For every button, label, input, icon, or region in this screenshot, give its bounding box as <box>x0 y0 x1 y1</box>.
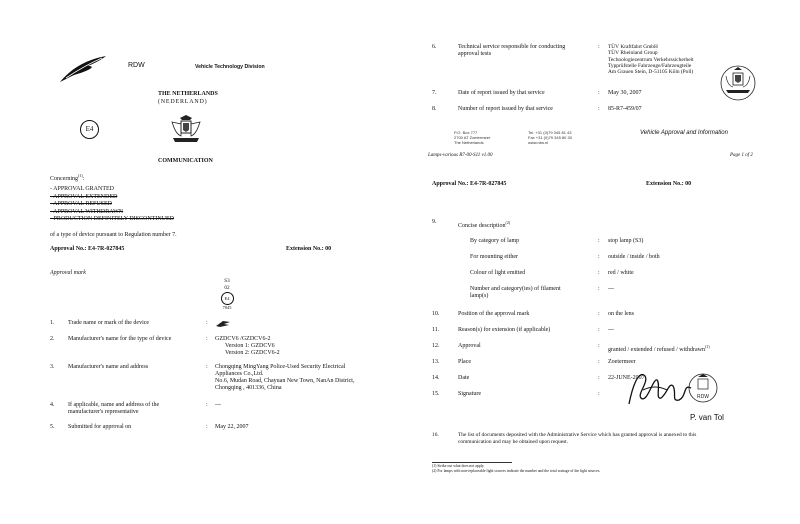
coat-of-arms-icon <box>170 114 202 144</box>
footnote-divider <box>432 462 512 463</box>
mark-line2: 02 <box>224 284 230 291</box>
rdw-logo-icon <box>58 54 108 84</box>
e4-mark: E4 <box>80 120 99 139</box>
status-list <box>50 186 174 224</box>
doc-type: COMMUNICATION <box>158 158 213 164</box>
approval-mark-label: Approval mark <box>50 270 86 276</box>
status-refused: - APPROVAL REFUSED <box>50 201 113 208</box>
country-title: THE NETHERLANDS <box>158 91 218 97</box>
country-native: (NEDERLAND) <box>158 99 208 105</box>
approval-number-right: Approval No.: E4-7R-027845 <box>432 181 507 187</box>
org-name: RDW <box>128 62 145 69</box>
right-page: 6. Technical service responsible for conducting approval tests : TÜV Kraftfahrt GmbH TÜV Rheinland Group Technologiezentrum Verkehrssicherheit Typprüfstelle Fahrzeuge/Fahrzeugteile Am Grauen Stein, D-51105 Köln (Poll) 7. Date of report issued by that service : May 30, 2007 8. Number of report issued by that service : 85-R7-459/07 P.O. Box 777 2700 AT Zoetermeer The Netherlands Tel. +31 (0)79 345 81 43 Fax +31 (0)79 345 80 30 www.rdw.nl Vehicle Approval and Information Lamps-various R7-00-S11 v1.00 Page 1 of 2 Approval No.: E4-7R-027845 Extension No.: 00 9. Concise description$^{(2)}$ By category of lamp : stop lamp (S3) For mounting either : outside / inside / both Colour of light emitted : red / white Number and category(ies) of filament lamp(s) : --- 10. Position of the approval mark : on the lens 11. Reason(s) for extension (if applicable) : --- 12. Approval : granted / extended / refused / withdrawn$^{(1)}$ 13. Place : Zoetermeer 14. Date : 22-JUNE-2007 15. Signature : RDW P. van Tol 16. The list of documents deposited with the Administrative Service which has granted approval is annexed to this communication and may be obtained upon request. (1) Strike out what does not apply. (2) For lamps with non-replaceable light sources indicate the number and the total wattage of the light sources. <box>418 38 783 488</box>
mark-line1: S3 <box>224 278 230 284</box>
concerning-line: Concerning$^{(1)}$: <box>50 173 85 182</box>
footnotes: (1) Strike out what does not apply. (2) For lamps with non-replaceable light sources indicate the number and the total wattage of the light sources. <box>432 464 601 473</box>
mark-emark: E4 <box>221 292 234 305</box>
status-extended: - APPROVAL EXTENDED <box>50 193 118 200</box>
approval-number: Approval No.: E4-7R-027845 <box>50 246 125 252</box>
lamps-reference: Lamps-various R7-00-S11 v1.00 <box>428 153 493 158</box>
status-granted: - APPROVAL GRANTED <box>50 186 115 192</box>
rdw-address: P.O. Box 777 2700 AT Zoetermeer The Netherlands <box>454 130 491 145</box>
rdw-seal-icon <box>718 64 758 102</box>
left-page: RDW Vehicle Technology Division THE NETHERLANDS (NEDERLAND) E4 COMMUNICATION Concerning$^{(1)}$: - APPROVAL GRANTED - APPROVAL EXTENDED - APPROVAL REFUSED - APPROVAL WITHDRAWN - PRODUCTION DEFINITELY DISCONTINUED of a type of device pursuant to Regulation number 7. Approval No.: E4-7R-027845 Extension No.: 00 Approval mark S3 02 E4 7845 1. Trade name or mark of the device : 2. Manufacturer's name for the type of device : GZDCV6 /GZDCV6-2 Version 1: GZDCV6 Version 2: GZDCV6-2 3. Manufacturer's name and address : Chongqing MingYang Police-Used Security Electrical Appliances Co.,Ltd. No.6, Mudan Road, Chayuan New Town, NanAn District, Chongqing , 401336, China 4. If applicable, name and address of the manufacturer's representative : --- 5. Submitted for approval on : May 22, 2007 <box>30 38 390 488</box>
signature-icon <box>623 364 723 414</box>
status-discontinued: - PRODUCTION DEFINITELY DISCONTINUED <box>50 216 174 223</box>
mark-code: 7845 <box>222 305 232 310</box>
extension-number-right: Extension No.: 00 <box>646 181 692 187</box>
signatory-name: P. van Tol <box>690 413 724 422</box>
division-name: Vehicle Technology Division <box>195 64 265 70</box>
approval-mark <box>217 278 237 312</box>
stamp-label: RDW <box>697 394 709 400</box>
extension-number: Extension No.: 00 <box>286 246 332 252</box>
status-withdrawn: - APPROVAL WITHDRAWN <box>50 208 124 215</box>
vai-title: Vehicle Approval and Information <box>640 130 728 136</box>
page-number: Page 1 of 2 <box>730 153 753 158</box>
trade-mark-logo-icon <box>215 320 231 328</box>
rdw-contacts: Tel. +31 (0)79 345 81 43 Fax +31 (0)79 345 80 30 www.rdw.nl <box>528 130 572 145</box>
device-line: of a type of device pursuant to Regulation number 7. <box>50 232 177 238</box>
